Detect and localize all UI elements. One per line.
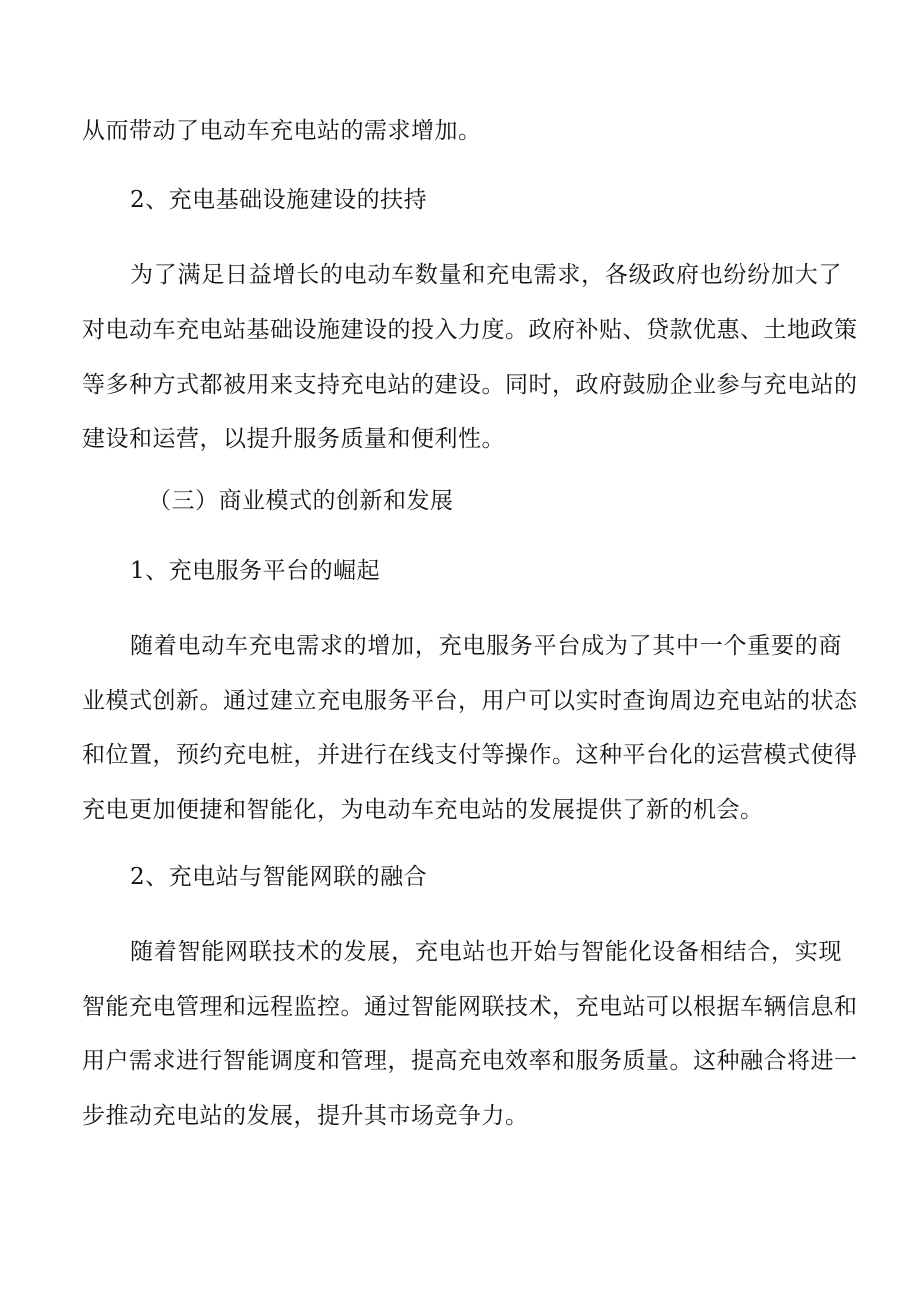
paragraph-line: 步推动充电站的发展，提升其市场竞争力。	[82, 1103, 529, 1129]
heading-charging-platform: 1、充电服务平台的崛起	[130, 558, 381, 584]
paragraph-line: 对电动车充电站基础设施建设的投入力度。政府补贴、贷款优惠、土地政策	[82, 317, 858, 343]
paragraph-line: 为了满足日益增长的电动车数量和充电需求，各级政府也纷纷加大了	[130, 262, 842, 288]
paragraph-line: 用户需求进行智能调度和管理，提高充电效率和服务质量。这种融合将进一	[82, 1048, 858, 1074]
heading-infrastructure-support: 2、充电基础设施建设的扶持	[130, 187, 428, 213]
heading-smart-network-integration: 2、充电站与智能网联的融合	[130, 864, 428, 890]
paragraph-line: 业模式创新。通过建立充电服务平台，用户可以实时查询周边充电站的状态	[82, 688, 858, 714]
paragraph-line: 随着智能网联技术的发展，充电站也开始与智能化设备相结合，实现	[130, 939, 842, 965]
paragraph-continuation-line: 从而带动了电动车充电站的需求增加。	[82, 118, 482, 144]
paragraph-line: 和位置，预约充电桩，并进行在线支付等操作。这种平台化的运营模式使得	[82, 742, 858, 768]
paragraph-line: 智能充电管理和远程监控。通过智能网联技术，充电站可以根据车辆信息和	[82, 994, 858, 1020]
paragraph-line: 充电更加便捷和智能化，为电动车充电站的发展提供了新的机会。	[82, 797, 764, 823]
paragraph-line: 建设和运营，以提升服务质量和便利性。	[82, 426, 505, 452]
section-heading-business-model: （三）商业模式的创新和发展	[148, 488, 454, 514]
paragraph-line: 等多种方式都被用来支持充电站的建设。同时，政府鼓励企业参与充电站的	[82, 372, 858, 398]
paragraph-line: 随着电动车充电需求的增加，充电服务平台成为了其中一个重要的商	[130, 633, 842, 659]
